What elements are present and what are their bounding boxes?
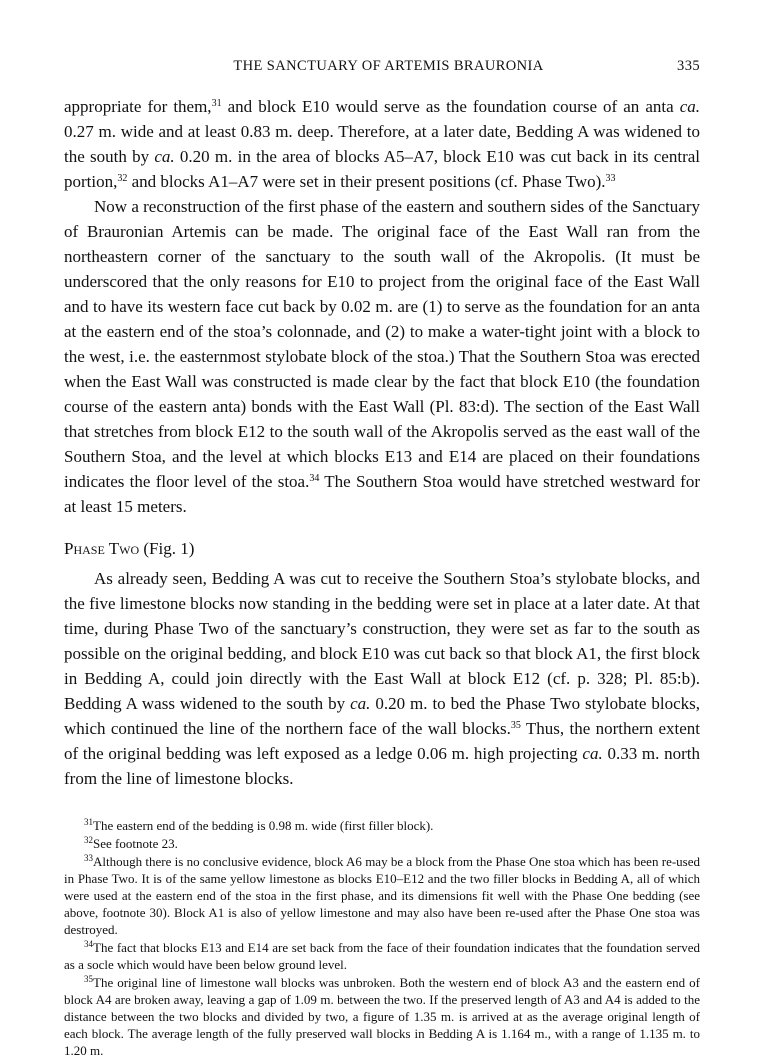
italic-ca: ca. <box>154 147 175 166</box>
footnote <box>64 817 700 834</box>
page <box>64 58 700 1060</box>
section-heading <box>64 538 700 560</box>
italic-ca: ca. <box>582 744 603 763</box>
footnote-ref-31: 31 <box>211 98 222 109</box>
footnote <box>64 939 700 973</box>
footnotes <box>64 817 700 1059</box>
footnote-number: 34 <box>84 939 93 949</box>
footnote-ref-33: 33 <box>605 173 616 184</box>
footnote-ref-32: 32 <box>117 173 128 184</box>
footnote-ref-35: 35 <box>510 720 521 731</box>
italic-ca: ca. <box>679 97 700 116</box>
footnote-text: Although there is no conclusive evidence, block A6 may be a block from the Phase One stoa which has been re-used in Phase Two. It is of the same yellow limestone as blocks E10–E12 and the two filler blocks in Bedding A, all of which were used at the eastern end of the stoa in the first phase, and its dimensions fit well with the Phase One bedding (see above, footnote 30). Block A1 is also of yellow limestone and may also have been re-used after the Phase One stoa was destroyed. <box>64 854 700 937</box>
footnote-text: The eastern end of the bedding is 0.98 m. wide (first filler block). <box>93 818 434 833</box>
text-run: appropriate for them, <box>64 97 212 116</box>
footnote-number: 31 <box>84 817 93 827</box>
footnote-number: 32 <box>84 835 93 845</box>
text-run: and blocks A1–A7 were set in their present positions (cf. Phase Two). <box>127 172 606 191</box>
footnote-number: 35 <box>84 974 93 984</box>
page-number: 335 <box>677 58 700 74</box>
text-run: The Southern Stoa would have stretched westward for at least 15 meters. <box>64 472 700 516</box>
section-heading-figure-ref: (Fig. 1) <box>139 539 195 558</box>
section-heading-title: Phase Two <box>64 539 140 558</box>
footnote <box>64 853 700 938</box>
main-text <box>64 94 700 791</box>
text-run: 0.27 m. wide and at least 0.83 m. deep. Therefore, at a later date, Bedding A was widened to the south by <box>64 122 700 166</box>
text-run: 0.20 m. to bed the Phase Two stylobate blocks, which continued the line of the northern face of the wall blocks. <box>64 694 701 738</box>
footnote-number: 33 <box>84 853 93 863</box>
footnote-text: See footnote 23. <box>93 836 178 851</box>
running-title: THE SANCTUARY OF ARTEMIS BRAURONIA <box>233 58 544 74</box>
text-run: 0.33 m. north from the line of limestone blocks. <box>64 744 701 788</box>
text-run: As already seen, Bedding A was cut to receive the Southern Stoa’s stylobate blocks, and the five limestone blocks now standing in the bedding were set in place at a later date. At that time, during Phase Two of the sanctuary’s construction, they were set as far to the south as possible on the original bedding, and block E10 was cut back so that block A1, the first block in Bedding A, could join directly with the East Wall at block E12 (cf. p. 328; Pl. 85:b). Bedding A wass widened to the south by <box>64 569 700 713</box>
footnote-text: The original line of limestone wall blocks was unbroken. Both the western end of block A3 and the eastern end of block A4 are broken away, leaving a gap of 1.09 m. between the two. If the preserved length of A3 and A4 is added to the distance between the two blocks and divided by two, a figure of 1.35 m. is arrived at as the average original length of each block. The average length of the fully preserved wall blocks in Bedding A is 1.164 m., with a range of 1.135 m. to 1.20 m. <box>64 975 700 1058</box>
paragraph-2 <box>64 194 700 519</box>
text-run: 0.20 m. in the area of blocks A5–A7, block E10 was cut back in its central portion, <box>64 147 701 191</box>
text-run: Thus, the northern extent of the original bedding was left exposed as a ledge 0.06 m. high projecting <box>64 719 701 763</box>
footnote-ref-34: 34 <box>309 473 320 484</box>
text-run: and block E10 would serve as the foundation course of an anta <box>221 97 680 116</box>
footnote <box>64 974 700 1059</box>
paragraph-3 <box>64 566 700 791</box>
text-run: Now a reconstruction of the first phase of the eastern and southern sides of the Sanctuary of Brauronian Artemis can be made. The original face of the East Wall ran from the northeastern corner of the sanctuary to the south wall of the Akropolis. (It must be underscored that the only reasons for E10 to project from the original face of the East Wall and to have its western face cut back by 0.02 m. are (1) to serve as the foundation for an anta at the eastern end of the stoa’s colonnade, and (2) to make a water-tight joint with a block to the west, i.e. the easternmost stylobate block of the stoa.) That the Southern Stoa was erected when the East Wall was constructed is made clear by the fact that block E10 (the foundation course of the eastern anta) bonds with the East Wall (Pl. 83:d). The section of the East Wall that stretches from block E12 to the south wall of the Akropolis served as the east wall of the Southern Stoa, and the level at which blocks E13 and E14 are placed on their foundations indicates the floor level of the stoa. <box>64 197 700 491</box>
footnote-text: The fact that blocks E13 and E14 are set back from the face of their foundation indicates that the foundation served as a socle which would have been below ground level. <box>64 940 700 972</box>
italic-ca: ca. <box>350 694 371 713</box>
running-header <box>64 58 700 80</box>
footnote <box>64 835 700 852</box>
paragraph-1 <box>64 94 700 194</box>
